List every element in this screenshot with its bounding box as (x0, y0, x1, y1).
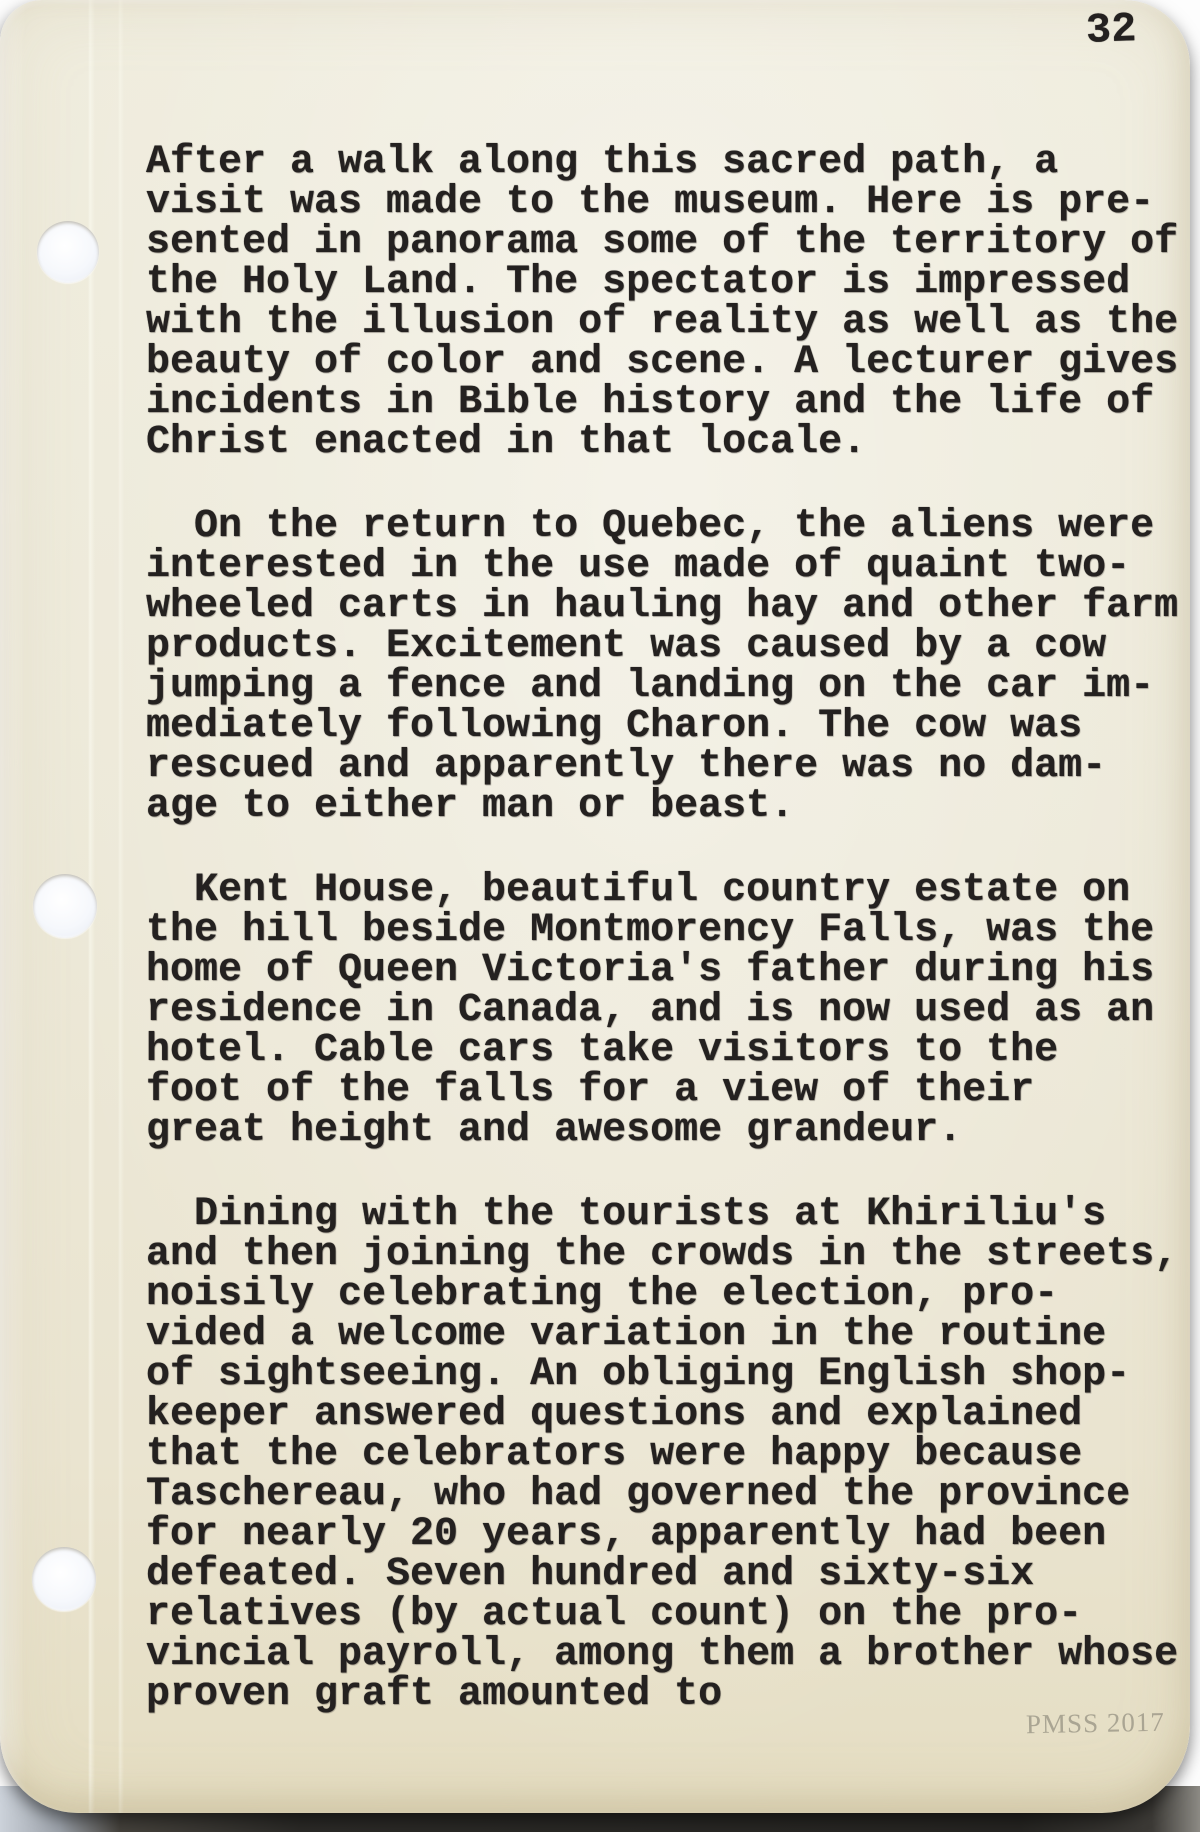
paragraph (146, 1192, 1190, 1717)
punch-hole-top (37, 221, 99, 283)
text-line: products. Excitement was caused by a cow (146, 624, 1107, 669)
text-line: Taschereau, who had governed the province (146, 1472, 1131, 1517)
text-line: vided a welcome variation in the routine (146, 1312, 1107, 1357)
text-line: the Holy Land. The spectator is impressed (146, 260, 1131, 305)
text-line: jumping a fence and landing on the car im- (146, 664, 1155, 709)
text-line: beauty of color and scene. A lecturer gives (146, 340, 1179, 385)
punch-hole-middle (33, 874, 97, 938)
punch-hole-bottom (32, 1547, 96, 1611)
text-line: hotel. Cable cars take visitors to the (146, 1028, 1059, 1073)
watermark: PMSS 2017 (1025, 1706, 1166, 1740)
text-line: sented in panorama some of the territory of (146, 220, 1179, 265)
typewritten-text (146, 140, 1190, 1717)
text-line: wheeled carts in hauling hay and other farm (146, 584, 1179, 629)
text-line: On the return to Quebec, the aliens were (146, 504, 1155, 549)
text-line: home of Queen Victoria's father during his (146, 948, 1155, 993)
text-line: defeated. Seven hundred and sixty-six (146, 1552, 1035, 1597)
text-line: the hill beside Montmorency Falls, was the (146, 908, 1155, 953)
text-line: for nearly 20 years, apparently had been (146, 1512, 1107, 1557)
text-line: mediately following Charon. The cow was (146, 704, 1083, 749)
text-line: proven graft amounted to (146, 1672, 723, 1717)
text-line: and then joining the crowds in the streets, (146, 1232, 1179, 1277)
text-line: Kent House, beautiful country estate on (146, 868, 1131, 913)
text-line: Christ enacted in that locale. (146, 420, 867, 465)
page-number: 32 (1085, 5, 1138, 55)
text-line: incidents in Bible history and the life of (146, 380, 1155, 425)
text-line: great height and awesome grandeur. (146, 1108, 963, 1153)
text-line: interested in the use made of quaint two- (146, 544, 1131, 589)
text-line: that the celebrators were happy because (146, 1432, 1083, 1477)
paragraph (146, 140, 1190, 465)
text-line: residence in Canada, and is now used as an (146, 988, 1155, 1033)
text-line: visit was made to the museum. Here is pre- (146, 180, 1155, 225)
text-line: Dining with the tourists at Khiriliu's (146, 1192, 1107, 1237)
text-line: After a walk along this sacred path, a (146, 140, 1059, 185)
text-line: rescued and apparently there was no dam- (146, 744, 1107, 789)
paragraph (146, 868, 1190, 1153)
text-line: vincial payroll, among them a brother whose (146, 1632, 1179, 1677)
text-line: age to either man or beast. (146, 784, 795, 829)
text-line: of sightseeing. An obliging English shop- (146, 1352, 1131, 1397)
text-line: foot of the falls for a view of their (146, 1068, 1035, 1113)
text-line: keeper answered questions and explained (146, 1392, 1083, 1437)
text-line: with the illusion of reality as well as the (146, 300, 1179, 345)
text-line: relatives (by actual count) on the pro- (146, 1592, 1083, 1637)
paragraph (146, 504, 1190, 829)
text-line: noisily celebrating the election, pro- (146, 1272, 1059, 1317)
